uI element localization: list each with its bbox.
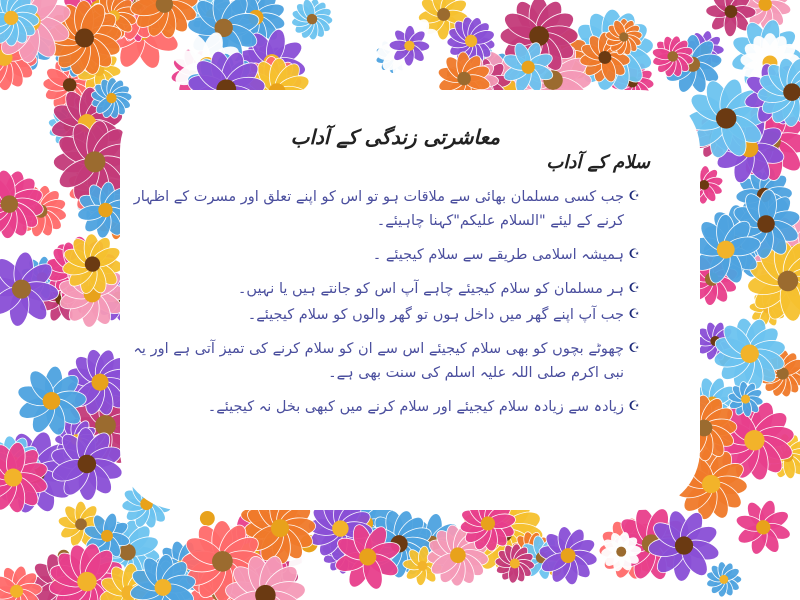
list-item-text: ہمیشہ اسلامی طریقے سے سلام کیجیئے ۔ (372, 247, 624, 263)
list-item-text: جب کسی مسلمان بھائی سے ملاقات ہو تو اس کو اپنے تعلق اور مسرت کے اظہار کرنے کے لیئے "السلام علیکم"کہنا چاہیئے۔ (133, 189, 624, 229)
list-item-text: چھوٹے بچوں کو بھی سلام کیجیئے اس سے ان کو سلام کرنے کی تمیز آتی ہے اور یہ نبی اکرم صلی اللہ علیہ اسلم کی سنت بھی ہے۔ (133, 341, 624, 381)
list-item-text: زیادہ سے زیادہ سلام کیجیئے اور سلام کرنے میں کبھی بخل نہ کیجیئے۔ (207, 399, 624, 415)
list-item-text: جب آپ اپنے گھر میں داخل ہوں تو گھر والوں کو سلام کیجیئے۔ (247, 307, 624, 323)
list-item (120, 303, 640, 327)
list-item (120, 185, 640, 233)
crescent-star-icon: ☪ (628, 247, 640, 262)
page-title: معاشرتی زندگی کے آداب (290, 125, 500, 149)
list-item (120, 337, 640, 385)
etiquette-list (120, 185, 640, 429)
crescent-star-icon: ☪ (628, 341, 640, 356)
list-item (120, 243, 640, 267)
list-item (120, 277, 640, 301)
list-item-text: ہر مسلمان کو سلام کیجیئے چاہے آپ اس کو جانتے ہیں یا نہیں۔ (237, 281, 624, 297)
crescent-star-icon: ☪ (628, 399, 640, 414)
section-heading: سلام کے آداب (546, 152, 650, 173)
list-item (120, 395, 640, 419)
crescent-star-icon: ☪ (628, 281, 640, 296)
crescent-star-icon: ☪ (628, 189, 640, 204)
crescent-star-icon: ☪ (628, 307, 640, 322)
